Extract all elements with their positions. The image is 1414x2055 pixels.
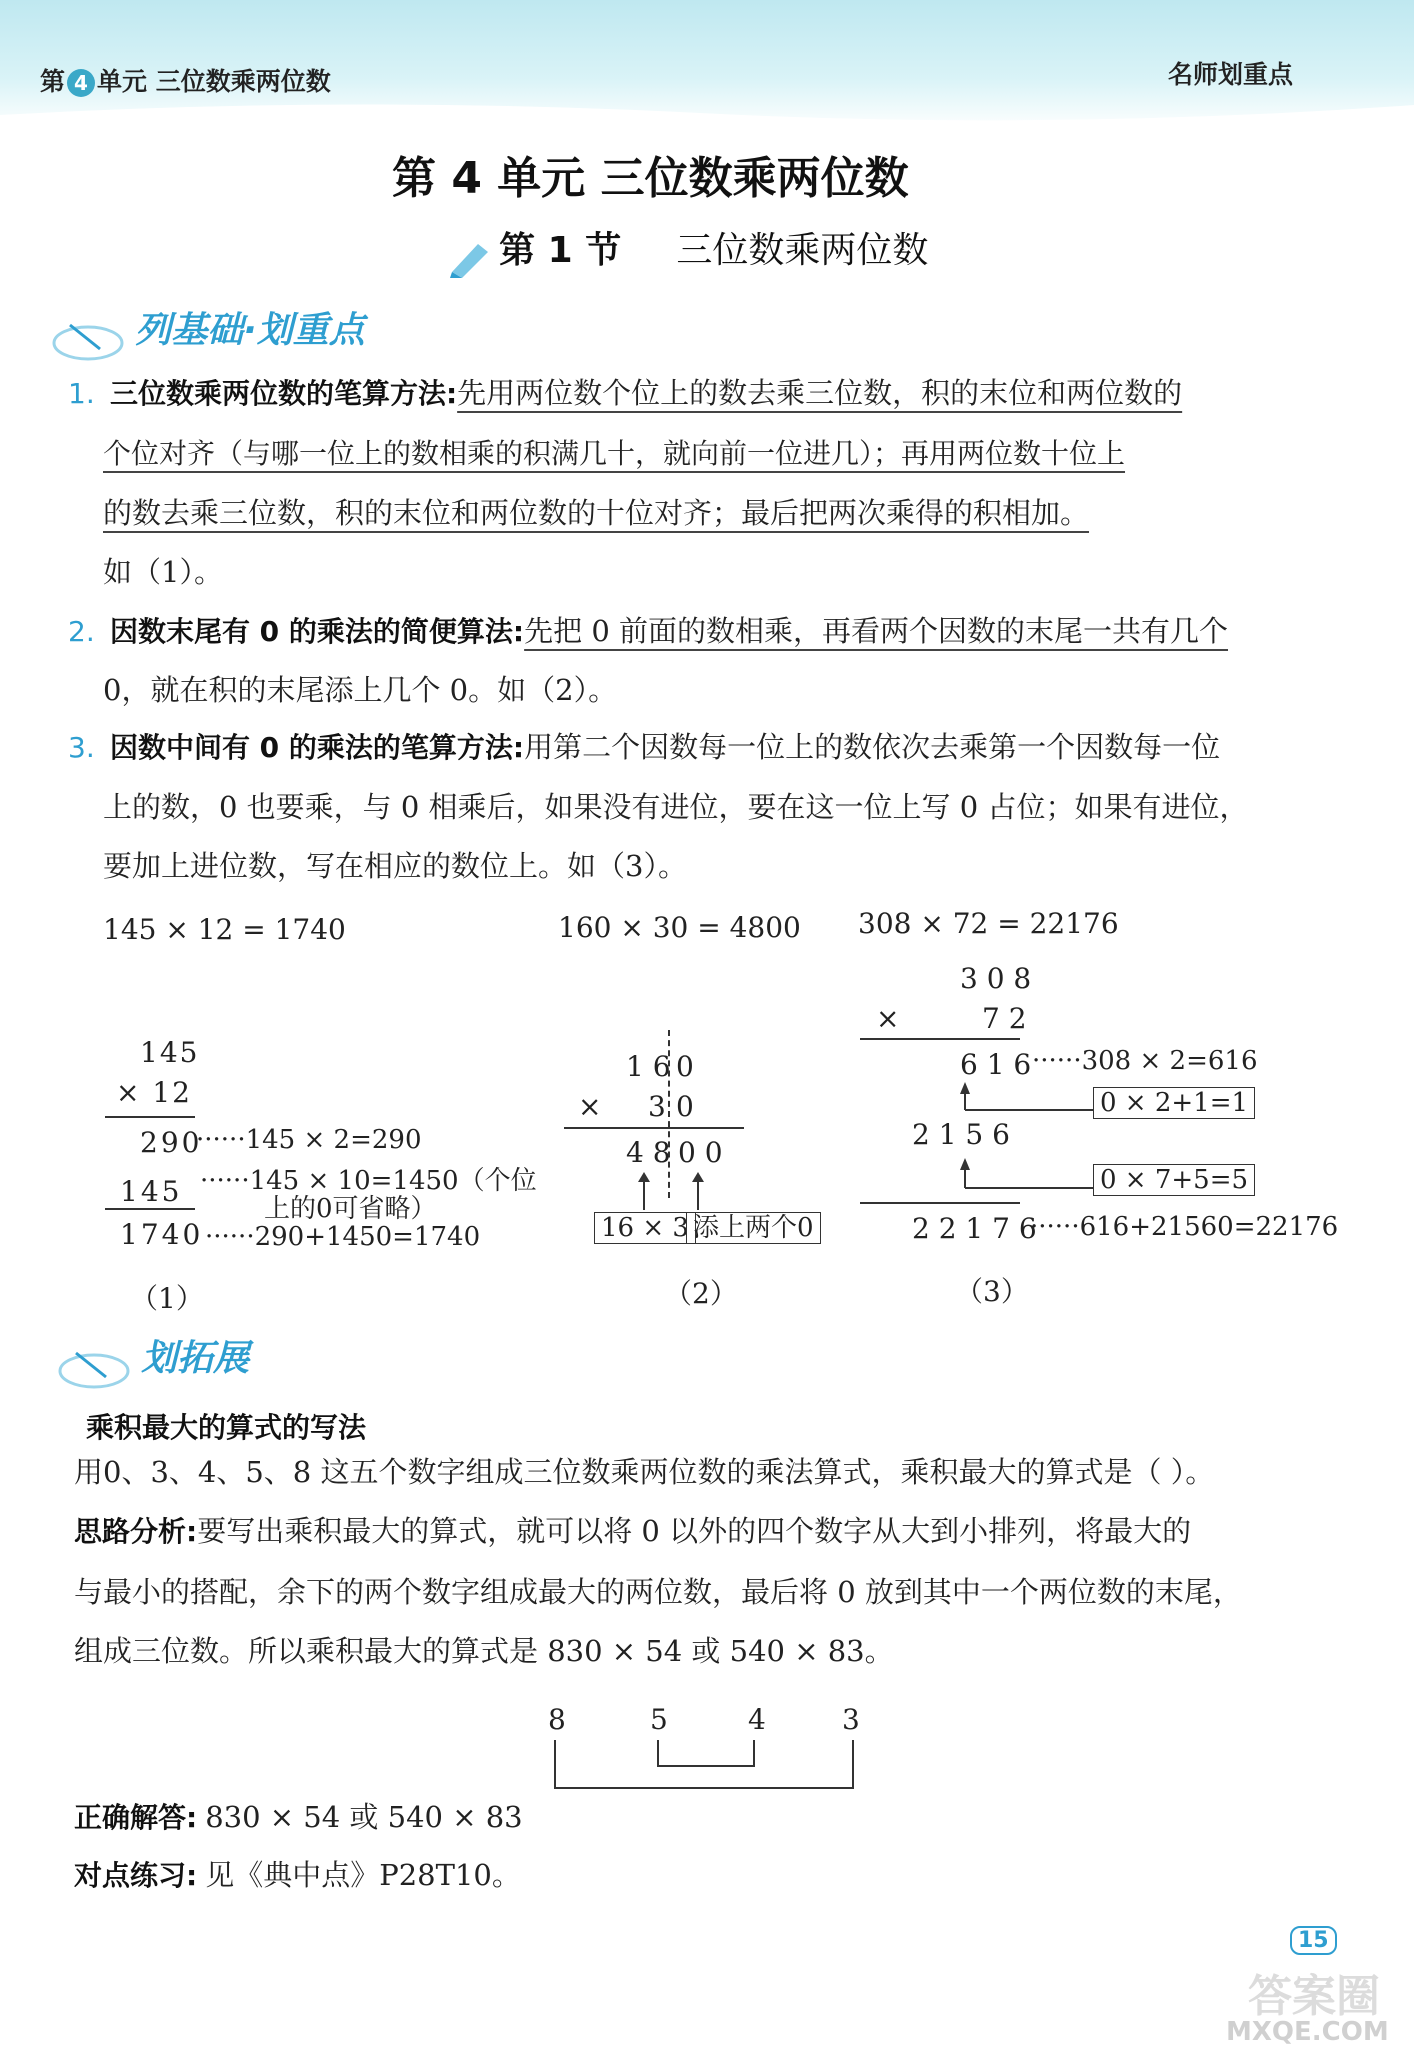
example-1-partial-2: 145: [120, 1175, 183, 1208]
header-right: 名师划重点: [1168, 60, 1294, 89]
example-3-times: ×: [876, 1002, 900, 1035]
example-1-result: 1740: [120, 1218, 204, 1251]
example-1-equation: 145 × 12 = 1740: [103, 913, 346, 946]
item-1-line-1: [68, 376, 1183, 410]
example-1-result-note: ······290+1450=1740: [205, 1222, 481, 1252]
example-2-mult-b: 0: [676, 1090, 694, 1123]
example-3-label: （3）: [955, 1275, 1029, 1308]
example-1-partial-1: 290: [140, 1126, 203, 1159]
example-1-top: 145: [140, 1036, 200, 1069]
answer-text: 830 × 54 或 540 × 83: [205, 1800, 523, 1834]
example-2-times: ×: [578, 1090, 602, 1123]
page-title: 第 4 单元 三位数乘两位数: [392, 153, 909, 204]
page-number: [1290, 1928, 1337, 1953]
watermark-url: MXQE.COM: [1226, 2017, 1389, 2047]
item-3-line-1: [68, 730, 1221, 764]
item-2-term: 因数末尾有 0 的乘法的简便算法:: [109, 615, 525, 648]
example-3-result-note: ······616+21560=22176: [1030, 1212, 1339, 1242]
analysis-text-3: 组成三位数。所以乘积最大的算式是 830 × 54 或 540 × 83。: [74, 1634, 894, 1668]
digit-3: 4: [748, 1703, 766, 1736]
item-3-text-1: 用第二个因数每一位上的数依次去乘第一个因数每一位: [524, 730, 1221, 764]
example-3-partial-1-note: ······308 × 2=616: [1032, 1046, 1258, 1076]
example-2-result-a: 4 8: [626, 1136, 671, 1169]
example-3-rule-1: [860, 1038, 1020, 1040]
extension-question: 用0、3、4、5、8 这五个数字组成三位数乘两位数的乘法算式，乘积最大的算式是（ ）。: [74, 1455, 1215, 1489]
item-3-number: 3.: [68, 731, 95, 764]
example-2-top-b: 0: [676, 1050, 694, 1083]
item-1-term: 三位数乘两位数的笔算方法:: [109, 377, 458, 410]
example-3-partial-2: 2 1 5 6: [912, 1118, 1010, 1151]
analysis-text-1: 要写出乘积最大的算式，就可以将 0 以外的四个数字从大到小排列，将最大的: [197, 1514, 1192, 1548]
example-3-rule-2: [860, 1202, 1020, 1204]
item-3-text-2: 上的数，0 也要乘，与 0 相乘后，如果没有进位，要在这一位上写 0 占位；如果有进位，: [103, 790, 1249, 824]
example-2-box-2: 添上两个0: [686, 1212, 821, 1244]
example-3-partial-1: 6 1 6: [960, 1048, 1032, 1081]
watermark-logo: 答案圈: [1248, 1971, 1380, 2022]
example-2-label: （2）: [664, 1277, 738, 1310]
practice-text: 见《典中点》P28T10。: [205, 1858, 521, 1892]
analysis-text-2: 与最小的搭配，余下的两个数字组成最大的两位数，最后将 0 放到其中一个两位数的末尾，: [74, 1575, 1242, 1609]
example-1-rule-1: [105, 1116, 195, 1118]
example-2-mult-a: 3: [648, 1090, 666, 1123]
example-2-top-a: 1 6: [626, 1050, 671, 1083]
example-1-partial-2-note-b: 上的0可省略）: [264, 1194, 437, 1224]
example-3-top: 3 0 8: [960, 962, 1032, 995]
heading-basics: [50, 302, 365, 363]
extension-title: 乘积最大的算式的写法: [86, 1411, 367, 1444]
example-1-partial-2-note-a: ······145 × 10=1450（个位: [200, 1166, 537, 1196]
heading-basics-text: 列基础·划重点: [135, 310, 365, 351]
example-2-result-b: 0 0: [678, 1136, 723, 1169]
example-1-partial-1-note: ······145 × 2=290: [196, 1125, 422, 1155]
digit-1: 8: [548, 1703, 566, 1736]
item-1-text-1: 先用两位数个位上的数去乘三位数，积的末位和两位数的: [457, 376, 1183, 410]
item-1-text-4: 如（1）。: [103, 555, 223, 589]
item-3-term: 因数中间有 0 的乘法的笔算方法:: [109, 731, 525, 764]
digit-2: 5: [650, 1703, 668, 1736]
pairing-brackets: [550, 1740, 860, 1792]
practice-line: [74, 1858, 521, 1892]
example-1-multiplier: × 12: [116, 1076, 192, 1109]
heading-extension: [56, 1330, 249, 1391]
extension-analysis-line-1: [74, 1514, 1192, 1548]
header-unit: [40, 62, 331, 98]
item-1-number: 1.: [68, 377, 95, 410]
item-2-number: 2.: [68, 615, 95, 648]
answer-line: [74, 1800, 523, 1834]
item-2-line-1: [68, 614, 1229, 648]
section-label: 第 1 节: [499, 230, 622, 271]
header-unit-title: 单元 三位数乘两位数: [97, 67, 331, 96]
item-2-text-2: 0，就在积的末尾添上几个 0。如（2）。: [103, 673, 618, 707]
example-2-rule: [564, 1127, 744, 1129]
heading-extension-text: 划拓展: [141, 1338, 250, 1379]
page-number-badge: 15: [1290, 1926, 1337, 1955]
example-1-rule-2: [105, 1208, 195, 1210]
item-1-text-2: 个位对齐（与哪一位上的数相乘的积满几十，就向前一位进几）；再用两位数十位上: [103, 437, 1126, 470]
header-prefix: 第: [40, 67, 66, 96]
section-title: [448, 222, 928, 278]
item-2-text-1: 先把 0 前面的数相乘，再看两个因数的末尾一共有几个: [524, 614, 1229, 648]
example-3-box-2: 0 × 7+5=5: [1093, 1164, 1255, 1196]
unit-number-badge: 4: [67, 69, 95, 97]
answer-label: 正确解答:: [74, 1801, 198, 1834]
analysis-label: 思路分析:: [74, 1515, 198, 1548]
example-1-label: （1）: [130, 1282, 204, 1315]
pencil-icon: [448, 238, 494, 278]
example-2-arrows: [636, 1170, 716, 1210]
example-2-box-1: 16 × 3: [594, 1212, 696, 1244]
example-2-equation: 160 × 30 = 4800: [558, 911, 801, 944]
example-3-result: 2 2 1 7 6: [912, 1212, 1037, 1245]
heading-decoration-icon: [50, 313, 130, 363]
example-3-multiplier: 7 2: [982, 1002, 1027, 1035]
example-3-box-1: 0 × 2+1=1: [1093, 1087, 1255, 1119]
heading-decoration-icon: [56, 1341, 136, 1391]
practice-label: 对点练习:: [74, 1859, 198, 1892]
item-1-text-3: 的数去乘三位数，积的末位和两位数的十位对齐；最后把两次乘得的积相加。: [103, 496, 1090, 530]
item-3-text-3: 要加上进位数，写在相应的数位上。如（3）。: [103, 849, 687, 883]
example-3-equation: 308 × 72 = 22176: [858, 907, 1119, 940]
digit-4: 3: [842, 1703, 860, 1736]
section-name: 三位数乘两位数: [676, 230, 929, 271]
